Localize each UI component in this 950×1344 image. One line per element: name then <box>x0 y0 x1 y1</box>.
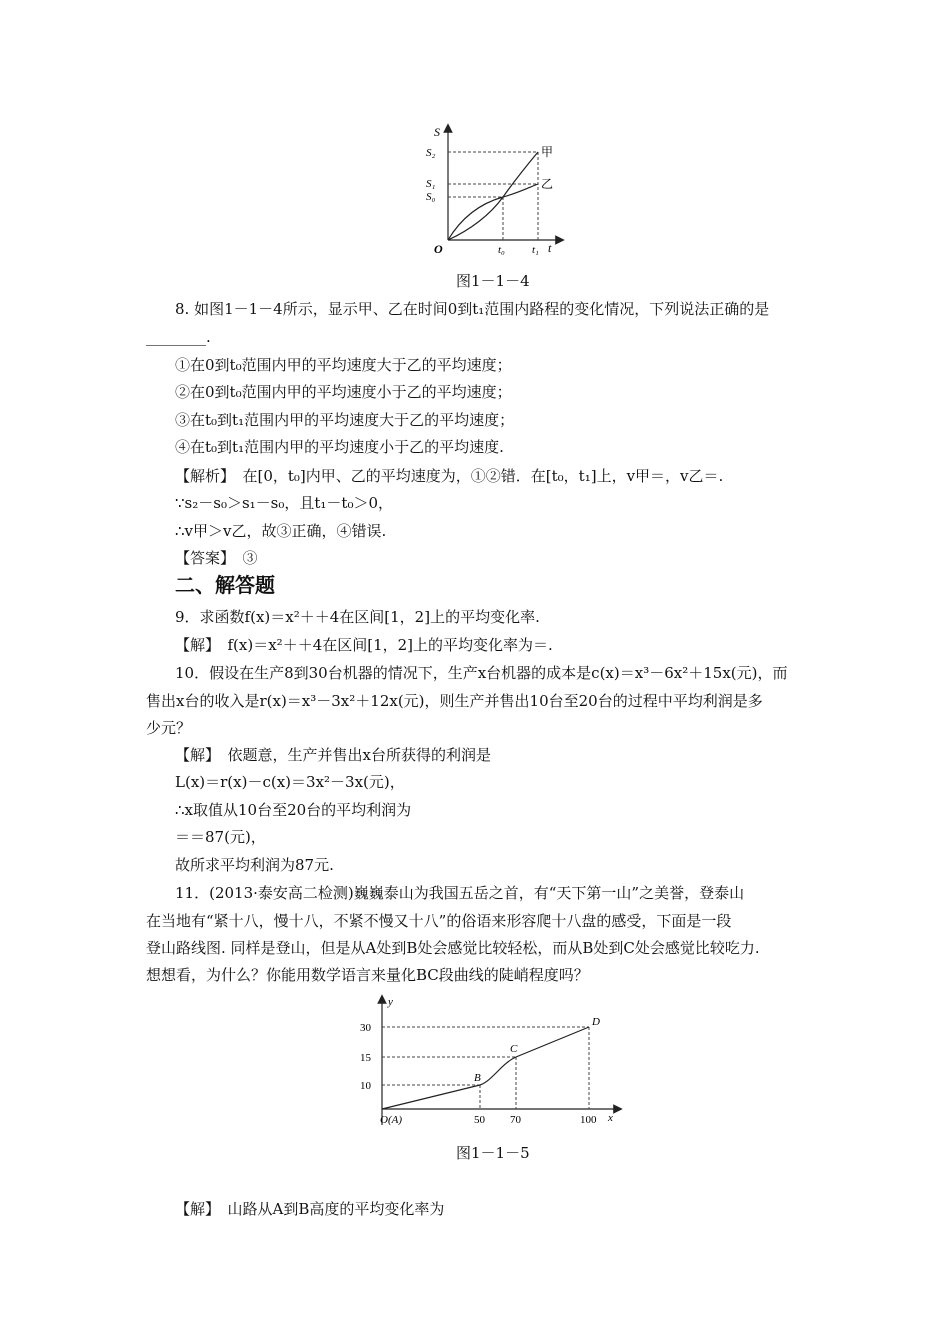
tick-x70: 70 <box>510 1114 521 1126</box>
tick-y15: 15 <box>360 1052 371 1064</box>
q8-option-4: ④在t₀到t₁范围内甲的平均速度小于乙的平均速度. <box>175 438 504 456</box>
q8-option-1: ①在0到t₀范围内甲的平均速度大于乙的平均速度； <box>175 356 512 374</box>
figure1-caption: 图1－1－4 <box>456 272 530 290</box>
tick-y10: 10 <box>360 1080 371 1092</box>
q8-option-3: ③在t₀到t₁范围内甲的平均速度大于乙的平均速度； <box>175 411 515 429</box>
q11-stem-line1: 11．(2013·泰安高二检测)巍巍泰山为我国五岳之首，有“天下第一山”之美誉，登泰山 <box>175 884 745 902</box>
q8-answer: 【答案】 ③ <box>175 549 258 567</box>
section-title: 二、解答题 <box>175 573 275 597</box>
q8-analysis-2: ∵s₂－s₀＞s₁－s₀，且t₁－t₀＞0， <box>175 494 394 512</box>
q10-solution-1: 【解】 依题意，生产并售出x台所获得的利润是 <box>175 746 491 764</box>
tick-x100: 100 <box>580 1114 597 1126</box>
q11-stem-line3: 登山路线图. 同样是登山，但是从A处到B处会感觉比较轻松，而从B处到C处会感觉比较吃力. <box>146 939 760 957</box>
q9-solution: 【解】 f(x)＝x²＋＋4在区间[1，2]上的平均变化率为＝. <box>175 636 553 654</box>
label-s-axis: S <box>434 125 440 139</box>
tick-y30: 30 <box>360 1022 371 1034</box>
q8-stem-line2: ________. <box>146 328 211 346</box>
q10-stem-line3: 少元？ <box>146 719 192 737</box>
q10-stem-line1: 10．假设在生产8到30台机器的情况下，生产x台机器的成本是c(x)＝x³－6x²＋15x(元)，而 <box>175 664 788 682</box>
q8-option-2: ②在0到t₀范围内甲的平均速度小于乙的平均速度； <box>175 383 512 401</box>
tick-x50: 50 <box>474 1114 485 1126</box>
figure-mountain-path <box>340 993 630 1133</box>
q8-stem-line1: 8. 如图1－1－4所示，显示甲、乙在时间0到t₁范围内路程的变化情况，下列说法正确的是 <box>175 300 770 318</box>
curve-yi <box>448 184 538 240</box>
label-s2: S₂ <box>426 147 436 159</box>
label-point-c: C <box>510 1043 518 1055</box>
figure2-caption: 图1－1－5 <box>456 1144 530 1162</box>
q8-analysis-1: 【解析】 在[0，t₀]内甲、乙的平均速度为，①②错．在[t₀，t₁]上，v甲＝，v乙＝. <box>175 467 724 485</box>
q10-solution-3: ∴x取值从10台至20台的平均利润为 <box>175 801 412 819</box>
figure-distance-time <box>420 120 570 260</box>
label-point-b: B <box>474 1072 481 1084</box>
label-origin: O <box>434 242 443 256</box>
q8-analysis-3: ∴v甲＞v乙，故③正确，④错误. <box>175 522 387 540</box>
q11-solution: 【解】 山路从A到B高度的平均变化率为 <box>175 1200 445 1218</box>
label-x-axis: x <box>608 1112 613 1124</box>
q11-stem-line2: 在当地有“紧十八，慢十八，不紧不慢又十八”的俗语来形容爬十八盘的感受，下面是一段 <box>146 912 732 930</box>
label-s0: S₀ <box>426 191 436 203</box>
label-yi: 乙 <box>541 177 554 191</box>
q9-stem: 9．求函数f(x)＝x²＋＋4在区间[1，2]上的平均变化率. <box>175 608 540 626</box>
label-s1: S₁ <box>426 178 436 190</box>
label-t0: t₀ <box>498 244 505 256</box>
label-t-axis: t <box>548 241 552 255</box>
label-jia: 甲 <box>541 145 554 159</box>
label-point-d: D <box>592 1016 600 1028</box>
q10-solution-5: 故所求平均利润为87元. <box>175 856 334 874</box>
label-t1: t₁ <box>532 244 539 256</box>
label-y-axis: y <box>388 996 393 1008</box>
mountain-route <box>382 1027 589 1109</box>
q10-solution-2: L(x)＝r(x)－c(x)＝3x²－3x(元)， <box>175 773 405 791</box>
label-origin-a: O(A) <box>380 1114 402 1126</box>
q10-stem-line2: 售出x台的收入是r(x)＝x³－3x²＋12x(元)，则生产并售出10台至20台的过程中平均利润是多 <box>146 692 763 710</box>
q11-stem-line4: 想想看，为什么？你能用数学语言来量化BC段曲线的陡峭程度吗？ <box>146 966 589 984</box>
q10-solution-4: ＝＝87(元)， <box>175 828 266 846</box>
curve-jia <box>448 152 538 240</box>
